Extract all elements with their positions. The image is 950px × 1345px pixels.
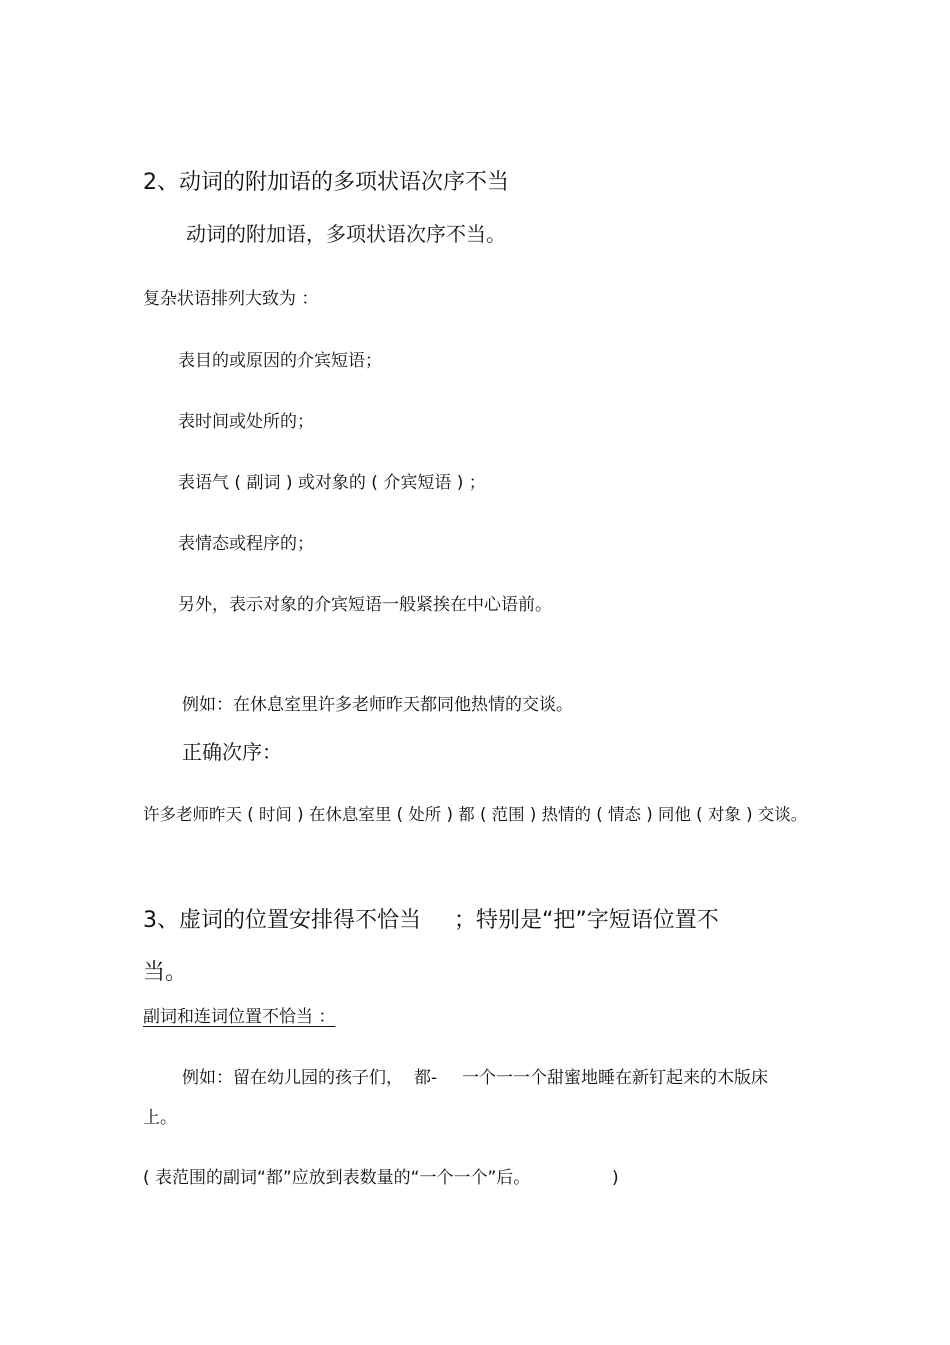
section-3-title-b: ；特别是“把”字短语位置不 bbox=[454, 908, 719, 933]
section-3-note-a: ( 表范围的副词“都”应放到表数量的“一个一个”后。 bbox=[143, 1168, 531, 1188]
list-item: 表目的或原因的介宾短语； bbox=[178, 351, 382, 371]
section-2-example: 例如：在休息室里许多老师昨天都同他热情的交谈。 bbox=[182, 695, 573, 715]
list-item: 表情态或程序的； bbox=[178, 534, 314, 554]
section-3-subheading: 副词和连词位置不恰当 ： bbox=[143, 1007, 336, 1027]
correct-order-sentence: 许多老师昨天 ( 时间 ) 在休息室里 ( 处所 ) 都 ( 范围 ) 热情的 ( 情态 ) 同他 ( 对象 ) 交谈。 bbox=[143, 805, 808, 824]
list-item: 表时间或处所的； bbox=[178, 412, 314, 432]
correct-order-label: 正确次序： bbox=[182, 740, 282, 764]
section-2-title: 2、动词的附加语的多项状语次序不当 bbox=[143, 170, 509, 195]
section-3-title-line2: 当。 bbox=[143, 960, 188, 985]
list-item: 另外，表示对象的介宾短语一般紧挨在中心语前。 bbox=[178, 595, 552, 615]
section-3-title-a: 3、虚词的位置安排得不恰当 bbox=[143, 908, 421, 933]
section-3-example-b: 都- bbox=[414, 1068, 438, 1088]
section-2-subtitle: 动词的附加语，多项状语次序不当。 bbox=[186, 222, 506, 246]
section-3-example-a: 例如：留在幼儿园的孩子们， bbox=[182, 1068, 403, 1088]
list-item: 表语气 ( 副词 ) 或对象的 ( 介宾短语 ) ； bbox=[178, 473, 486, 493]
section-3-example-c: 一个一一个甜蜜地睡在新钉起来的木版床 bbox=[462, 1068, 768, 1088]
section-3-note-b: ) bbox=[612, 1168, 619, 1188]
section-3-example-line2: 上。 bbox=[143, 1108, 177, 1128]
section-2-intro: 复杂状语排列大致为 ： bbox=[143, 289, 319, 309]
